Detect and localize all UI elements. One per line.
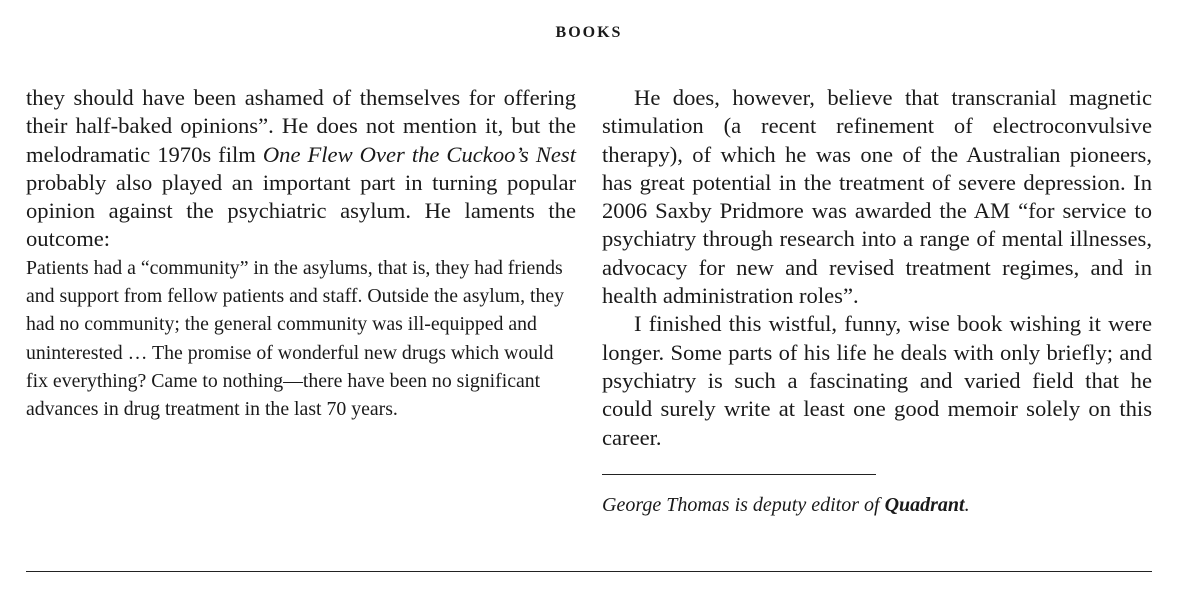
byline-end: .	[964, 493, 970, 516]
body-paragraph: He does, however, believe that transcranial magnetic stimulation (a recent refinement of electroconvulsive therapy), of which he was one of the Australian pioneers, has great potential in the treatment of severe depression. In 2006 Saxby Pridmore was awarded the AM “for service to psychiatry through research into a range of mental illnesses, advocacy for new and revised treatment regimes, and in health administration roles”.	[602, 85, 1152, 309]
paragraph-text: they should have been ashamed of themselves for offering their half-baked opinions”. He does not mention it, but the melodramatic 1970s film	[26, 85, 576, 167]
body-paragraph	[26, 84, 576, 254]
author-byline	[602, 491, 1152, 519]
body-paragraph: I finished this wistful, funny, wise book wishing it were longer. Some parts of his life he deals with only briefly; and psychiatry is such a fascinating and varied field that he could surely write at least one good memoir solely on this career.	[602, 311, 1152, 450]
right-column	[602, 84, 1152, 519]
block-quote: Patients had a “community” in the asylums, that is, they had friends and support from fellow patients and staff. Outside the asylum, they had no community; the general community was ill-equipped and uninterested … The promise of wonderful new drugs which would fix everything? Came to nothing—there have been no significant advances in drug treatment in the last 70 years.	[26, 256, 565, 421]
byline-divider	[602, 474, 876, 475]
section-header: BOOKS	[555, 24, 623, 41]
publication-name: Quadrant	[884, 493, 965, 516]
left-column	[26, 84, 576, 424]
bottom-rule	[26, 571, 1152, 572]
film-title: One Flew Over the Cuckoo’s Nest	[262, 141, 576, 167]
byline-text: George Thomas is deputy editor of	[602, 493, 885, 516]
paragraph-text: probably also played an important part in turning popular opinion against the psychiatric asylum. He laments the outcome:	[26, 169, 576, 252]
